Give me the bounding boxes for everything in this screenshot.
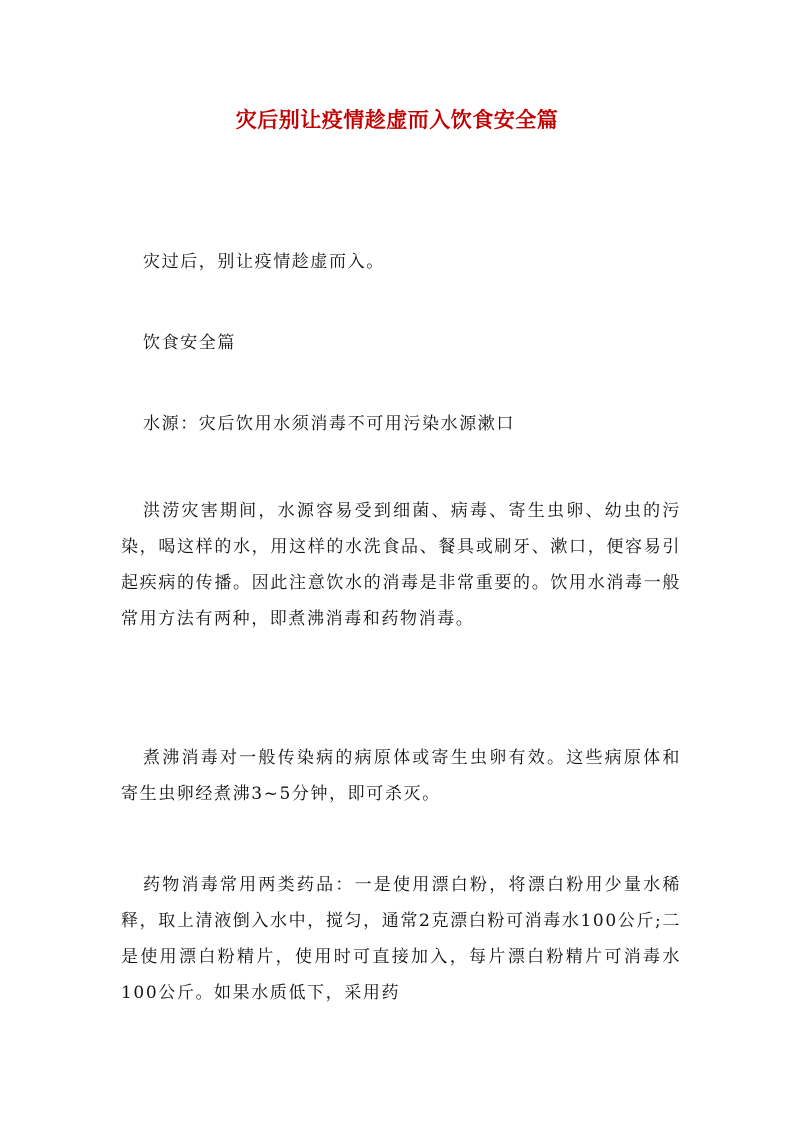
paragraph-boiling-disinfection: 煮沸消毒对一般传染病的病原体或寄生虫卵有效。这些病原体和寄生虫卵经煮沸3~5分钟，即可杀灭。: [121, 748, 681, 804]
paragraph-intro: 灾过后，别让疫情趁虚而入。: [143, 252, 385, 272]
paragraph-chemical-disinfection: 药物消毒常用两类药品：一是使用漂白粉，将漂白粉用少量水稀释，取上清液倒入水中，搅匀，通常2克漂白粉可消毒水100公斤;二是使用漂白粉精片，使用时可直接加入，每片漂白粉精片可消毒水100公斤。如果水质低下，采用药: [121, 875, 681, 1003]
paragraph-flood-water-risk: 洪涝灾害期间，水源容易受到细菌、病毒、寄生虫卵、幼虫的污染，喝这样的水，用这样的水洗食品、餐具或刷牙、漱口，便容易引起疾病的传播。因此注意饮水的消毒是非常重要的。饮用水消毒一般常用方法有两种，即煮沸消毒和药物消毒。: [121, 501, 681, 629]
paragraph-section-heading: 饮食安全篇: [143, 333, 236, 353]
document-title: 灾后别让疫情趁虚而入饮食安全篇: [235, 107, 559, 132]
paragraph-water-source-heading: 水源：灾后饮用水须消毒不可用污染水源漱口: [143, 414, 515, 434]
